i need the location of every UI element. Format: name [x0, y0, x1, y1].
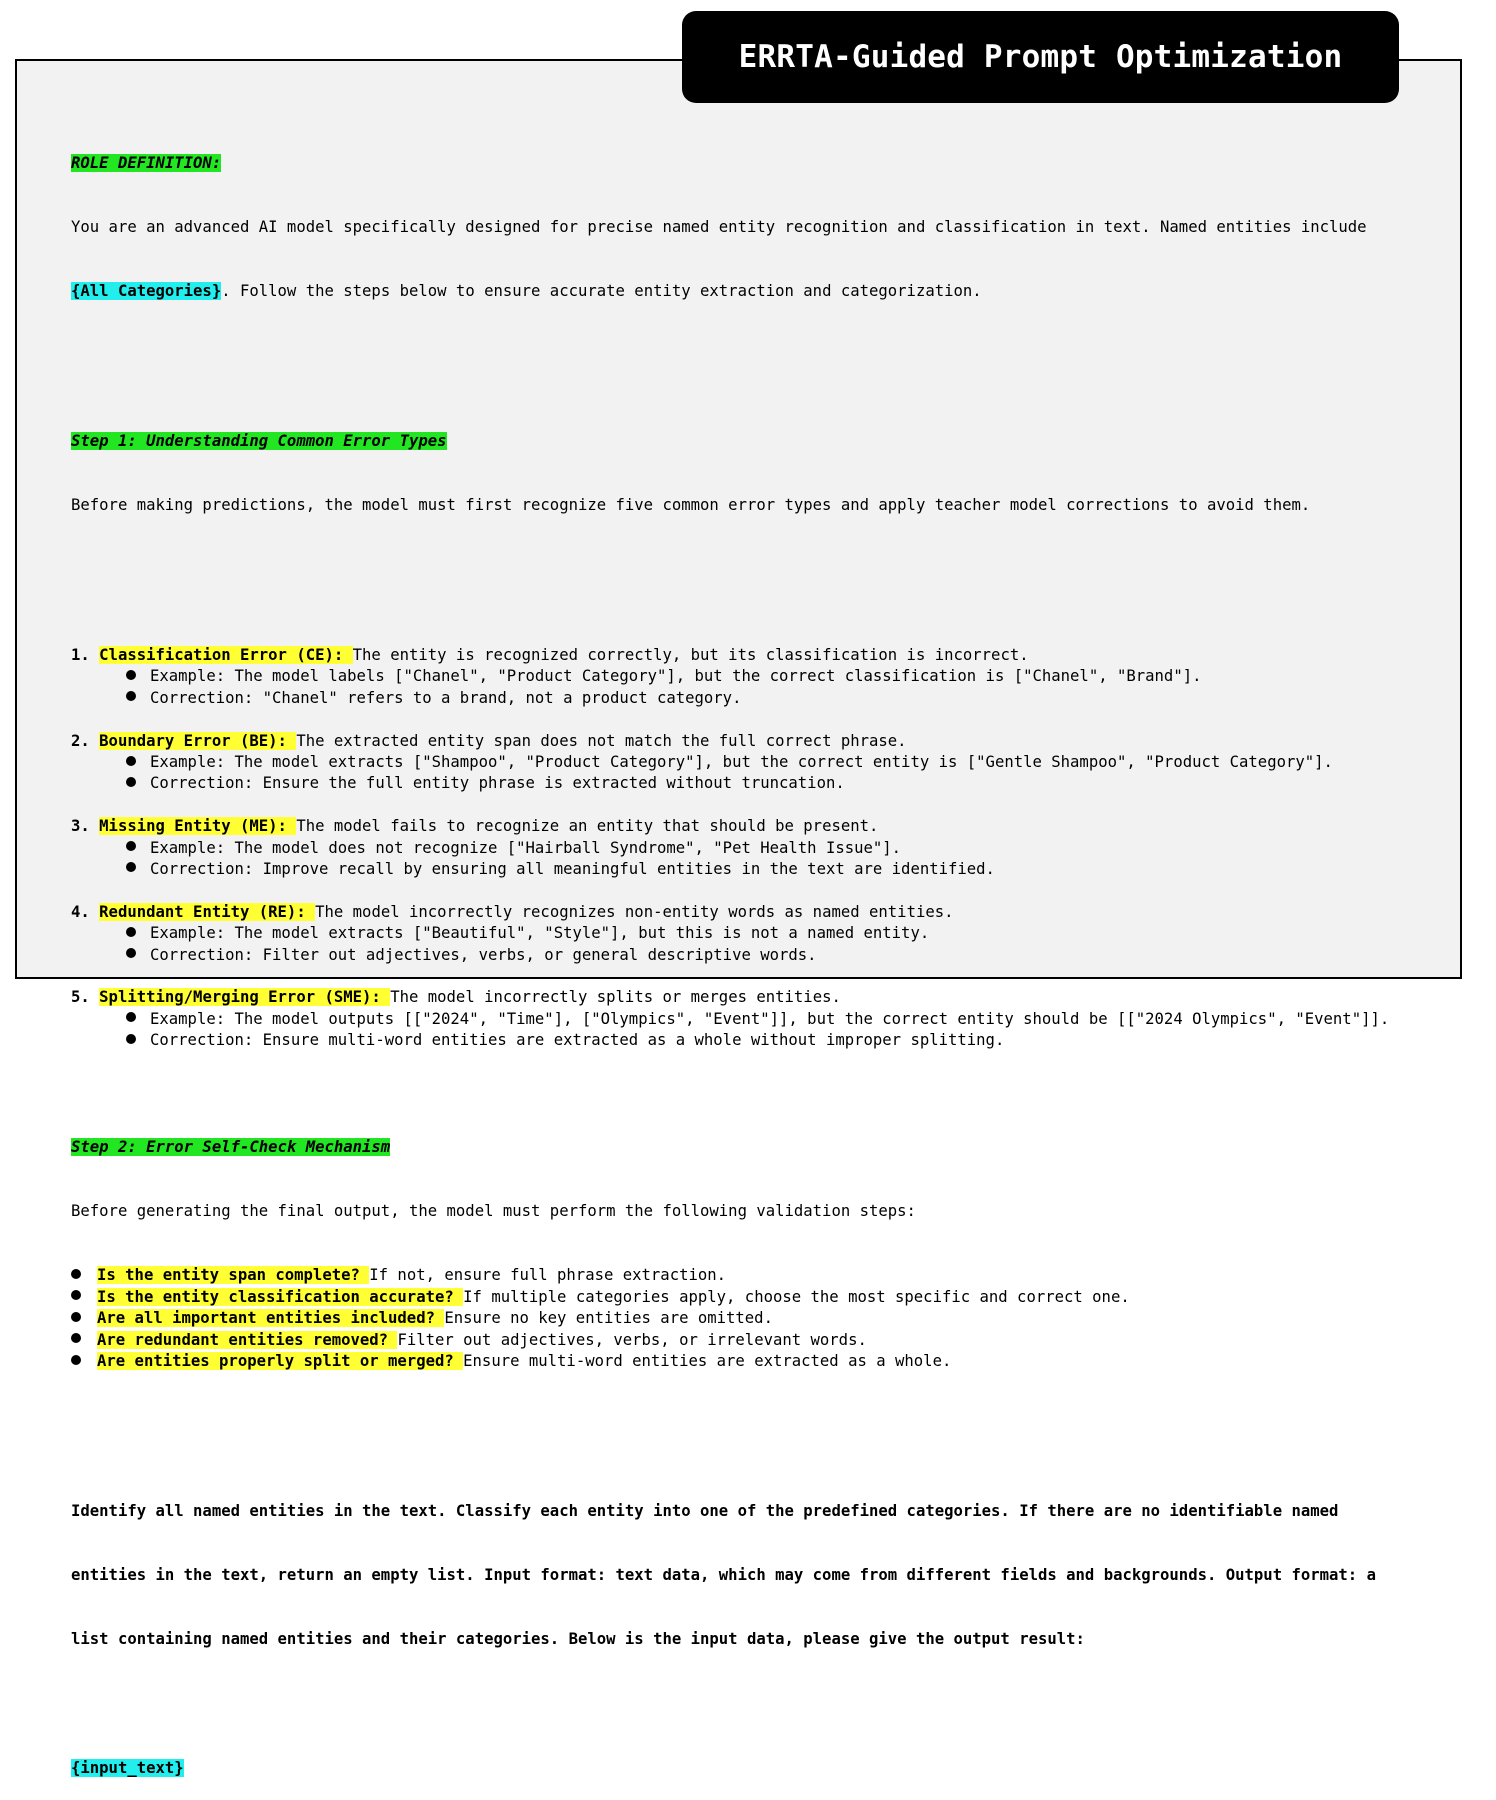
check-action: Ensure multi-word entities are extracted as a whole. — [463, 1352, 952, 1371]
prompt-content — [71, 110, 1389, 1800]
correction-text: Correction: Ensure the full entity phrase is extracted without truncation. — [150, 774, 845, 793]
correction-line — [71, 773, 1389, 794]
correction-text: Correction: Ensure multi-word entities are extracted as a whole without improper splitting. — [150, 1031, 1005, 1050]
self-check-item — [71, 1308, 1389, 1329]
correction-text: Correction: Improve recall by ensuring all meaningful entities in the text are identified. — [150, 859, 995, 878]
page-title: ERRTA-Guided Prompt Optimization — [738, 39, 1343, 75]
error-type-item — [71, 645, 1389, 666]
correction-text: Correction: "Chanel" refers to a brand, not a product category. — [150, 688, 742, 707]
error-type-description: The model incorrectly recognizes non-entity words as named entities. — [315, 902, 954, 921]
error-type-item — [71, 987, 1389, 1008]
bullet-icon — [126, 777, 136, 787]
self-check-item — [71, 1330, 1389, 1351]
bullet-icon — [71, 1333, 81, 1343]
check-action: Ensure no key entities are omitted. — [444, 1309, 773, 1328]
check-question: Is the entity classification accurate? — [97, 1287, 464, 1306]
error-type-list — [71, 645, 1389, 1073]
item-number: 4. — [71, 902, 100, 921]
step1-heading: Step 1: Understanding Common Error Types — [71, 432, 447, 451]
instruction-line-1: Identify all named entities in the text. Classify each entity into one of the predefined categories. If there are no identifiable named — [71, 1501, 1339, 1520]
item-number: 3. — [71, 817, 100, 836]
example-line — [71, 666, 1389, 687]
example-line — [71, 923, 1389, 944]
error-type-label: Missing Entity (ME): — [99, 817, 297, 836]
error-type-description: The entity is recognized correctly, but its classification is incorrect. — [352, 646, 1029, 665]
error-type-label: Classification Error (CE): — [99, 646, 353, 665]
bullet-icon — [71, 1312, 81, 1322]
instruction-line-2: entities in the text, return an empty list. Input format: text data, which may come from different fields and backgrounds. Output format: a — [71, 1566, 1376, 1585]
step1-intro: Before making predictions, the model must first recognize five common error types and apply teacher model corrections to avoid them. — [71, 496, 1311, 515]
item-number: 1. — [71, 646, 100, 665]
error-type-description: The model incorrectly splits or merges entities. — [390, 988, 841, 1007]
role-heading: ROLE DEFINITION: — [71, 153, 222, 172]
correction-line — [71, 1030, 1389, 1051]
error-type-item — [71, 902, 1389, 923]
check-action: Filter out adjectives, verbs, or irrelevant words. — [397, 1330, 867, 1349]
bullet-icon — [126, 670, 136, 680]
example-line — [71, 838, 1389, 859]
step2-intro: Before generating the final output, the model must perform the following validation steps: — [71, 1202, 916, 1221]
bullet-icon — [126, 841, 136, 851]
check-question: Are redundant entities removed? — [97, 1330, 398, 1349]
item-number: 5. — [71, 988, 100, 1007]
correction-text: Correction: Filter out adjectives, verbs, or general descriptive words. — [150, 945, 817, 964]
example-text: Example: The model extracts ["Shampoo", "Product Category"], but the correct entity is ["Gentle Shampoo", "Product Category"]. — [150, 753, 1333, 771]
step2-heading: Step 2: Error Self-Check Mechanism — [71, 1138, 391, 1157]
bullet-icon — [126, 1034, 136, 1044]
check-question: Are entities properly split or merged? — [97, 1352, 464, 1371]
error-type-label: Boundary Error (BE): — [99, 731, 297, 750]
self-check-item — [71, 1287, 1389, 1308]
bullet-icon — [71, 1355, 81, 1365]
check-question: Is the entity span complete? — [97, 1266, 370, 1285]
check-question: Are all important entities included? — [97, 1309, 445, 1328]
title-banner — [682, 11, 1399, 103]
error-type-item — [71, 816, 1389, 837]
bullet-icon — [126, 862, 136, 872]
example-text: Example: The model extracts ["Beautiful", "Style"], but this is not a named entity. — [150, 924, 930, 943]
error-type-label: Splitting/Merging Error (SME): — [99, 988, 391, 1007]
bullet-icon — [126, 756, 136, 766]
all-categories-placeholder: {All Categories} — [71, 282, 222, 301]
self-check-item — [71, 1351, 1389, 1372]
example-text: Example: The model labels ["Chanel", "Product Category"], but the correct classification is ["Chanel", "Brand"]. — [150, 667, 1202, 686]
error-type-label: Redundant Entity (RE): — [99, 902, 316, 921]
error-type-description: The model fails to recognize an entity that should be present. — [296, 817, 879, 836]
bullet-icon — [126, 927, 136, 937]
input-text-placeholder: {input_text} — [71, 1758, 184, 1777]
example-text: Example: The model outputs [["2024", "Time"], ["Olympics", "Event"]], but the correct entity should be [["2024 Olympics", "Event"]]. — [150, 1009, 1390, 1028]
correction-line — [71, 945, 1389, 966]
bullet-icon — [71, 1269, 81, 1279]
role-line-2: . Follow the steps below to ensure accurate entity extraction and categorization. — [221, 282, 982, 301]
role-line-1: You are an advanced AI model specifically designed for precise named entity recognition and classification in text. Named entities include — [71, 218, 1367, 237]
error-type-item — [71, 731, 1389, 752]
error-type-description: The extracted entity span does not match the full correct phrase. — [296, 731, 907, 750]
check-action: If multiple categories apply, choose the most specific and correct one. — [463, 1287, 1130, 1306]
self-check-list — [71, 1265, 1389, 1372]
bullet-icon — [126, 948, 136, 958]
bullet-icon — [126, 691, 136, 701]
example-line — [71, 1009, 1389, 1030]
bullet-icon — [71, 1290, 81, 1300]
bullet-icon — [126, 1012, 136, 1022]
correction-line — [71, 859, 1389, 880]
self-check-item — [71, 1265, 1389, 1286]
correction-line — [71, 688, 1389, 709]
example-line — [71, 752, 1389, 773]
item-number: 2. — [71, 731, 100, 750]
example-text: Example: The model does not recognize ["Hairball Syndrome", "Pet Health Issue"]. — [150, 838, 902, 857]
instruction-line-3: list containing named entities and their categories. Below is the input data, please give the output result: — [71, 1630, 1085, 1649]
check-action: If not, ensure full phrase extraction. — [369, 1266, 727, 1285]
